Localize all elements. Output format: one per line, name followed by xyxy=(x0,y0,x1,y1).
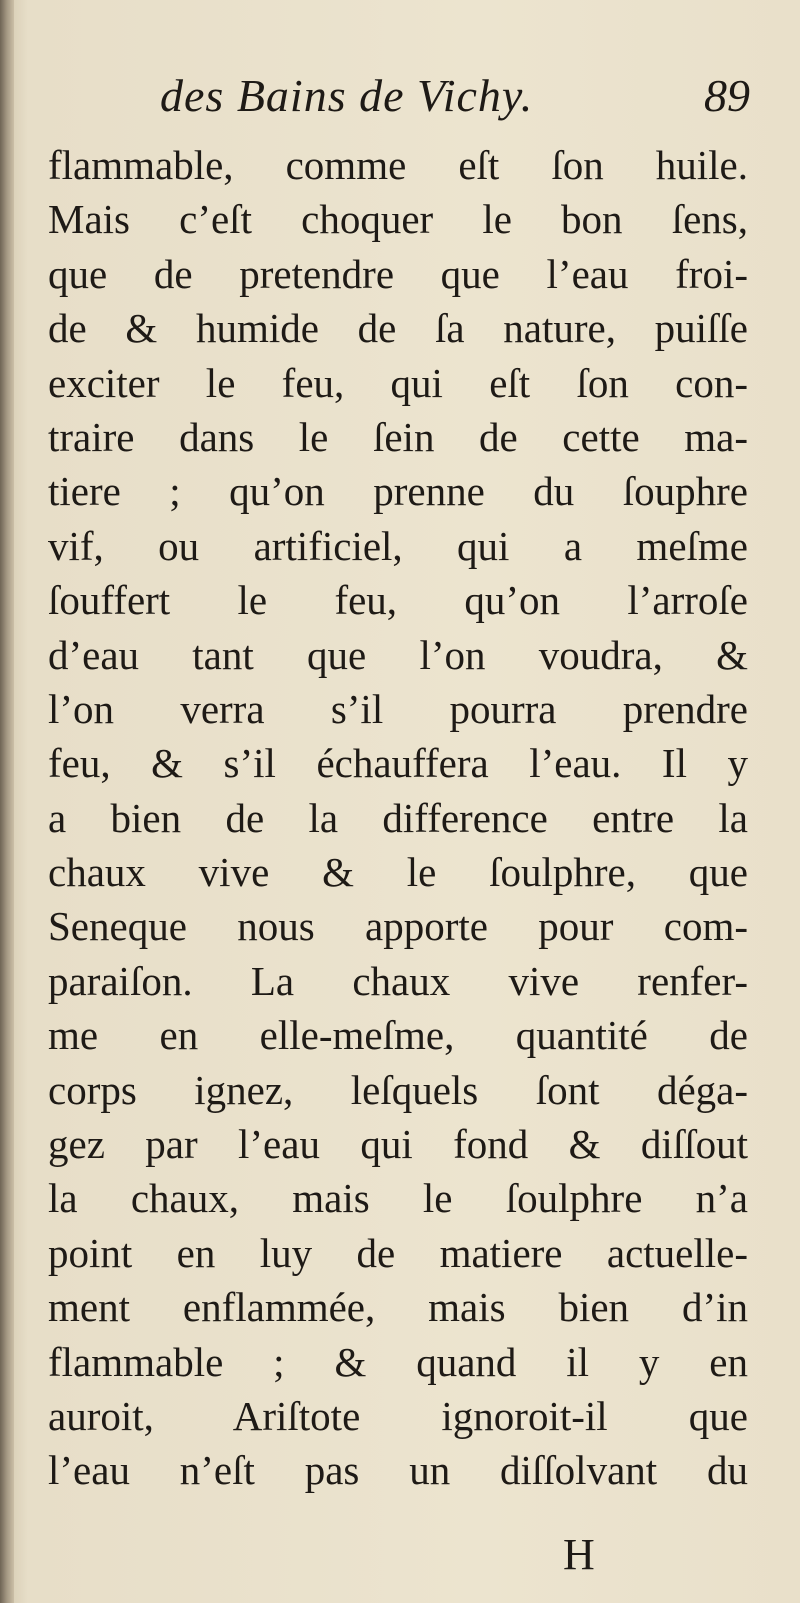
text-line: l’on verra s’il pourra prendre xyxy=(48,685,748,732)
text-line: l’eau n’eſt pas un diſſolvant du xyxy=(48,1447,748,1494)
text-line: ſouffert le feu, qu’on l’arroſe xyxy=(48,577,748,624)
text-line: flammable, comme eſt ſon huile. xyxy=(48,142,748,188)
text-line: traire dans le ſein de cette ma- xyxy=(48,413,748,460)
page-header xyxy=(160,66,760,126)
text-line: vif, ou artificiel, qui a meſme xyxy=(48,522,748,569)
text-line: ment enflammée, mais bien d’in xyxy=(48,1284,748,1331)
text-line: Seneque nous apporte pour com- xyxy=(48,903,748,950)
text-line: exciter le feu, qui eſt ſon con- xyxy=(48,359,748,406)
text-line: me en elle-meſme, quantité de xyxy=(48,1012,748,1059)
text-line: auroit, Ariſtote ignoroit-il que xyxy=(48,1392,748,1439)
text-line: point en luy de matiere actuelle- xyxy=(48,1229,748,1276)
text-line: de & humide de ſa nature, puiſſe xyxy=(48,305,748,352)
running-title: des Bains de Vichy. xyxy=(160,70,534,121)
text-line: a bien de la difference entre la xyxy=(48,794,748,841)
text-line: chaux vive & le ſoulphre, que xyxy=(48,849,748,896)
text-line: que de pretendre que l’eau froi- xyxy=(48,250,748,297)
text-line: corps ignez, leſquels ſont déga- xyxy=(48,1066,748,1113)
text-line: feu, & s’il échauffera l’eau. Il y xyxy=(48,740,748,787)
signature-mark: H xyxy=(563,1530,595,1579)
body-text xyxy=(48,138,748,1498)
text-line: Mais c’eſt choquer le bon ſens, xyxy=(48,196,748,243)
text-line: d’eau tant que l’on voudra, & xyxy=(48,631,748,678)
text-line: gez par l’eau qui fond & diſſout xyxy=(48,1121,748,1168)
page-binding-edge xyxy=(0,0,14,1603)
text-line: tiere ; qu’on prenne du ſouphre xyxy=(48,468,748,515)
text-line: paraiſon. La chaux vive renfer- xyxy=(48,957,748,1004)
text-line: flammable ; & quand il y en xyxy=(48,1338,748,1385)
page-number: 89 xyxy=(704,70,750,121)
text-line: la chaux, mais le ſoulphre n’a xyxy=(48,1175,748,1222)
